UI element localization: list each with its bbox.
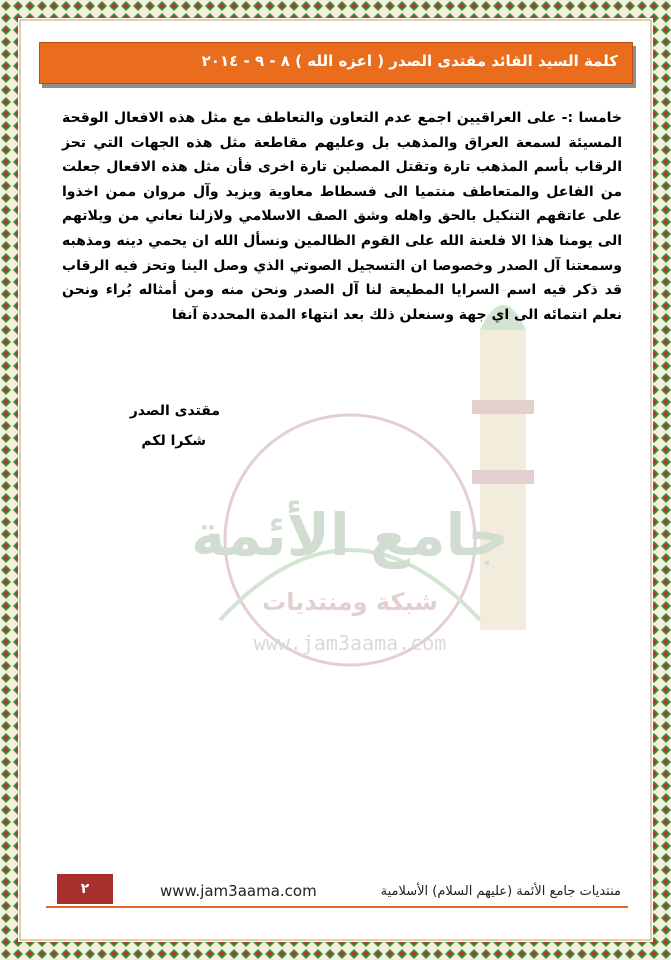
signature-block bbox=[100, 396, 220, 456]
document-body bbox=[62, 106, 622, 327]
signature-thanks: شكرا لكم bbox=[141, 433, 206, 449]
watermark-logo-text: جامع الأئمة bbox=[190, 501, 510, 569]
title-banner bbox=[39, 42, 633, 84]
page-number: ٢ bbox=[57, 874, 113, 904]
footer-url: www.jam3aama.com bbox=[160, 882, 317, 900]
page-title: كلمة السيد القائد مقتدى الصدر ( اعزه الله ) ٨ - ٩ - ٢٠١٤ bbox=[201, 52, 618, 70]
signature-name: مقتدى الصدر bbox=[129, 403, 220, 419]
mosque-logo-watermark bbox=[180, 290, 600, 690]
footer-forum-name: منتديات جامع الأئمة (عليهم السلام) الأسلامية bbox=[380, 884, 621, 899]
watermark-url: www.jam3aama.com bbox=[253, 631, 447, 655]
body-paragraph: خامسا :- على العراقيين اجمع عدم التعاون والتعاطف مع مثل هذه الافعال الوقحة المسيئة لسمعة العراق والمذهب بل وعليهم مقاطعة مثل هذه الجهات التي تحز الرقاب بأسم المذهب تارة وتقتل المصلين تارة اخرى فأن مثل هذه الافعال جعلت من الفاعل والمتعاطف منتميا الى فسطاط معاوية ويزيد وآل مروان ممن اخذوا على عاتقهم التنكيل بالحق واهله وشق الصف الاسلامي ولازلنا نعاني من ويلاتهم الى يومنا هذا الا فلعنة الله على القوم الظالمين ونسأل الله ان يحمي دينه ومذهبه وسمعتنا آل الصدر وخصوصا ان التسجيل الصوتي الذي وصل الينا وتحز فيه الرقاب قد ذكر فيه اسم السرايا المطيعة لنا آل الصدر ونحن منه ومن أمثاله بُراء ونحن نعلم انتمائه الى اي جهة وسنعلن ذلك بعد انتهاء المدة المحددة آنفا bbox=[62, 110, 622, 323]
footer-divider bbox=[46, 906, 628, 908]
watermark-subtitle: شبكة ومنتديات bbox=[262, 588, 438, 616]
